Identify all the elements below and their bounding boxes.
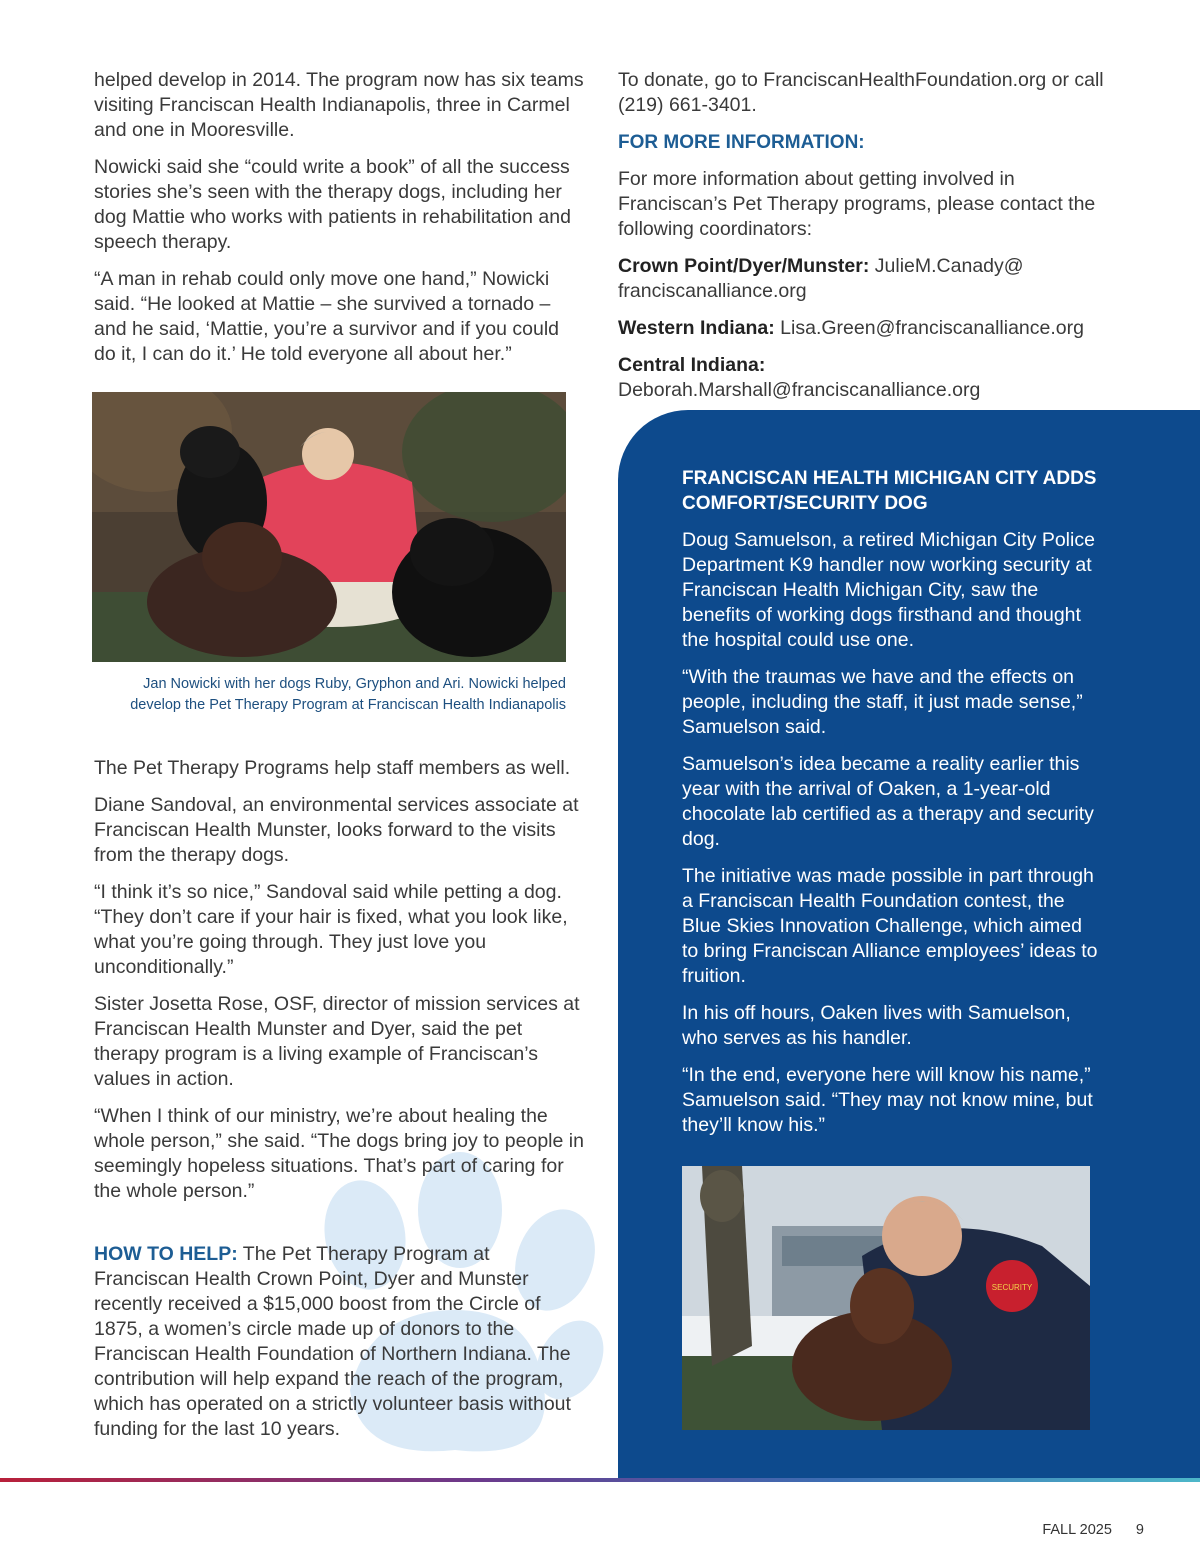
photo-illustration — [92, 392, 566, 662]
left-column-bottom — [94, 756, 586, 1454]
footer-gradient-bar — [0, 1478, 1200, 1482]
page-footer — [1018, 1522, 1144, 1538]
paragraph: Samuelson’s idea became a reality earlier this year with the arrival of Oaken, a 1-year-old chocolate lab certified as a therapy and security dog. — [682, 753, 1094, 850]
sidebar-text — [682, 466, 1102, 1150]
photo-woman-with-dogs — [92, 392, 566, 662]
contact-label: Crown Point/Dyer/Munster: — [618, 255, 870, 277]
how-to-help-text: The Pet Therapy Program at Franciscan Health Crown Point, Dyer and Munster recently received a $15,000 boost from the Circle of 1875, a women’s circle made up of donors to the Franciscan Health Foundation of Northern Indiana. The contribution will help expand the reach of the program, which has operated on a strictly volunteer basis without funding for the last 10 years. — [94, 1243, 571, 1440]
how-to-help-paragraph — [94, 1242, 586, 1442]
paragraph: “In the end, everyone here will know his name,” Samuelson said. “They may not know mine, but they’ll know his.” — [682, 1064, 1093, 1136]
more-info-heading: FOR MORE INFORMATION: — [618, 132, 865, 153]
paragraph: Sister Josetta Rose, OSF, director of mission services at Franciscan Health Munster and Dyer, said the pet therapy program is a living example of Franciscan’s values in action. — [94, 993, 580, 1090]
contact-email: JulieM.Canady@ franciscanalliance.org — [618, 255, 1024, 302]
contact-label: Western Indiana: — [618, 317, 775, 339]
paragraph: The Pet Therapy Programs help staff members as well. — [94, 757, 571, 779]
sidebar-heading: FRANCISCAN HEALTH MICHIGAN CITY ADDS COMFORT/SECURITY DOG — [682, 468, 1097, 514]
paragraph: “A man in rehab could only move one hand,” Nowicki said. “He looked at Mattie – she survived a tornado – and he said, ‘Mattie, you’re a survivor and if you could do it, I can do it.’ He told everyone all about her.” — [94, 268, 560, 365]
photo-caption: Jan Nowicki with her dogs Ruby, Gryphon and Ari. Nowicki helped develop the Pet Therapy Program at Franciscan Health Indianapolis — [130, 676, 566, 713]
paragraph: Doug Samuelson, a retired Michigan City Police Department K9 handler now working security at Franciscan Health Michigan City, saw the benefits of working dogs firsthand and thought the hospital could use one. — [682, 529, 1095, 651]
contact-label: Central Indiana: — [618, 354, 766, 376]
photo-security-officer-with-dog — [682, 1166, 1090, 1430]
security-patch-text: SECURITY — [991, 1283, 1033, 1292]
contact-email: Lisa.Green@franciscanalliance.org — [774, 317, 1084, 339]
paragraph: The initiative was made possible in part through a Franciscan Health Foundation contest, the Blue Skies Innovation Challenge, which aimed to bring Franciscan Alliance employees’ ideas to fruition. — [682, 865, 1098, 987]
how-to-help-label: HOW TO HELP: — [94, 1243, 238, 1265]
contact-central-indiana — [618, 353, 1118, 403]
contact-crown-point — [618, 254, 1118, 304]
right-column-top — [618, 68, 1118, 415]
donate-paragraph: To donate, go to FranciscanHealthFoundation.org or call (219) 661-3401. — [618, 69, 1104, 116]
left-column-top — [94, 68, 584, 379]
paragraph: Diane Sandoval, an environmental services associate at Franciscan Health Munster, looks forward to the visits from the therapy dogs. — [94, 794, 579, 866]
paragraph: helped develop in 2014. The program now has six teams visiting Franciscan Health Indianapolis, three in Carmel and one in Mooresville. — [94, 69, 584, 141]
contact-email: Deborah.Marshall@franciscanalliance.org — [618, 379, 981, 401]
issue-label: FALL 2025 — [1042, 1522, 1112, 1538]
more-info-paragraph: For more information about getting involved in Franciscan’s Pet Therapy programs, please contact the following coordinators: — [618, 168, 1096, 240]
paragraph: “When I think of our ministry, we’re about healing the whole person,” she said. “The dogs bring joy to people in seemingly hopeless situations. That’s part of caring for the whole person.” — [94, 1105, 584, 1202]
photo-illustration — [682, 1166, 1090, 1430]
paragraph: In his off hours, Oaken lives with Samuelson, who serves as his handler. — [682, 1002, 1071, 1049]
paragraph: Nowicki said she “could write a book” of all the success stories she’s seen with the therapy dogs, including her dog Mattie who works with patients in rehabilitation and speech therapy. — [94, 156, 571, 253]
paragraph: “With the traumas we have and the effects on people, including the staff, it just made sense,” Samuelson said. — [682, 666, 1083, 738]
paragraph: “I think it’s so nice,” Sandoval said while petting a dog. “They don’t care if your hair is fixed, what you look like, what you’re going through. They just love you unconditionally.” — [94, 881, 568, 978]
page-number: 9 — [1135, 1522, 1144, 1538]
contact-western-indiana — [618, 316, 1118, 341]
